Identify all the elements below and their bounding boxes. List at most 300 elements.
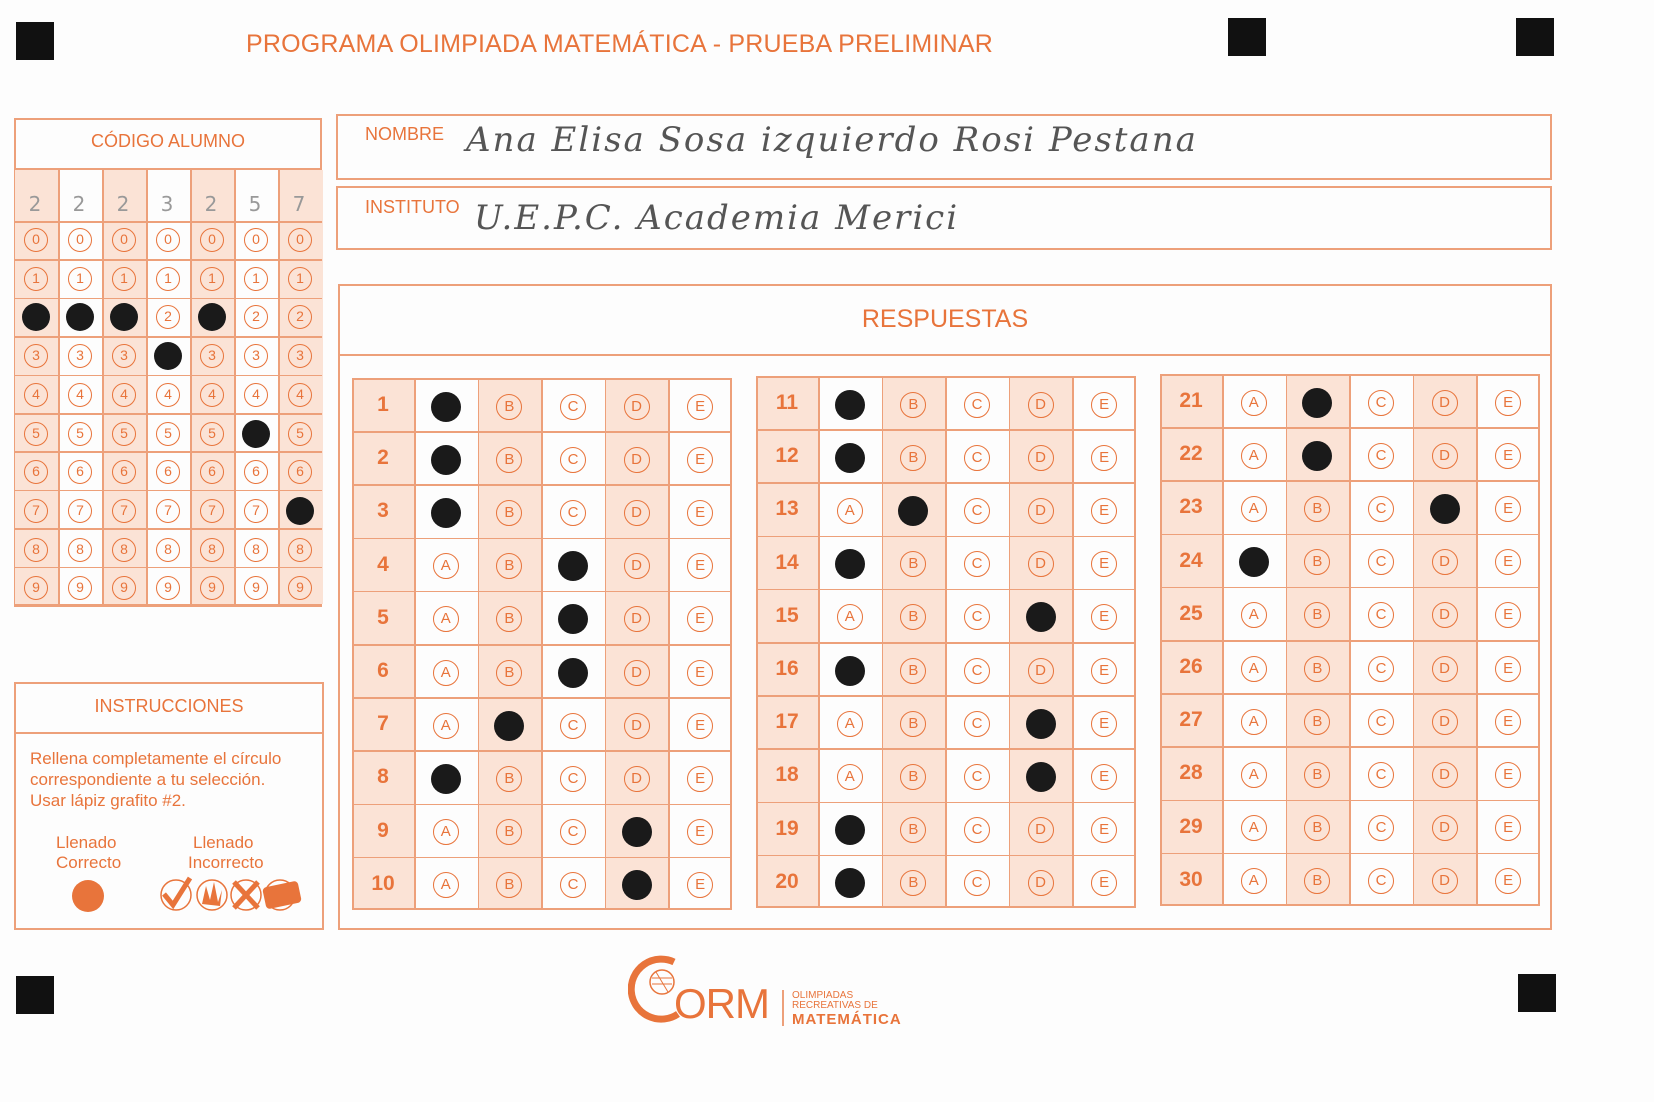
answer-4-option-d[interactable]: D [624,553,650,579]
answer-30-option-d[interactable]: D [1432,868,1458,894]
answer-7-option-b-filled[interactable] [494,711,524,741]
question-number: 10 [371,871,395,895]
incorrect-fill-examples [156,874,306,916]
answer-row-divider [756,429,1136,431]
answer-25-option-d[interactable]: D [1432,602,1458,628]
question-number: 4 [377,552,389,576]
answer-18-option-e[interactable]: E [1091,764,1117,790]
answer-row-divider [1160,534,1540,536]
code-bubble[interactable]: 0 [156,228,180,252]
answer-15-option-d-filled[interactable] [1026,602,1056,632]
logo-tag-2: RECREATIVAS DE [792,1000,878,1011]
correct-label-1: Llenado [56,833,117,852]
answer-row-divider [756,695,1136,697]
answer-21-option-d[interactable]: D [1432,390,1458,416]
instructions-text-2: correspondiente a tu selección. [30,770,266,789]
code-bubble[interactable]: 8 [24,538,48,562]
answer-14-option-a-filled[interactable] [835,549,865,579]
code-bubble[interactable]: 3 [288,344,312,368]
answer-20-option-a-filled[interactable] [835,868,865,898]
answer-3-option-a-filled[interactable] [431,498,461,528]
answer-10-option-d-filled[interactable] [622,870,652,900]
question-number: 25 [1179,601,1203,625]
question-number: 24 [1179,548,1203,572]
answer-29-option-a[interactable]: A [1241,815,1267,841]
code-bubble[interactable]: 6 [200,460,224,484]
code-bubble[interactable]: 4 [200,383,224,407]
answer-1-option-d[interactable]: D [624,394,650,420]
answer-10-option-a[interactable]: A [433,872,459,898]
question-number: 26 [1179,655,1203,678]
answer-20-option-d[interactable]: D [1028,870,1054,896]
answer-11-option-c[interactable]: C [964,392,990,418]
question-number: 12 [775,444,799,468]
answer-13-option-a[interactable]: A [837,498,863,524]
answer-12-option-c[interactable]: C [964,445,990,471]
answer-9-option-a[interactable]: A [433,819,459,845]
question-number: 14 [775,550,799,574]
question-number: 7 [377,712,389,736]
answer-4-option-c-filled[interactable] [558,551,588,581]
answer-26-option-c[interactable]: C [1368,656,1394,682]
code-bubble[interactable]: 3 [68,344,92,368]
code-bubble[interactable]: 5 [68,422,92,446]
code-bubble[interactable]: 9 [156,576,180,600]
answer-row-divider [756,589,1136,591]
question-number: 2 [377,446,389,470]
answer-12-option-e[interactable]: E [1091,445,1117,471]
answer-14-option-c[interactable]: C [964,551,990,577]
answer-1-option-e[interactable]: E [687,394,713,420]
question-number: 16 [775,657,799,680]
code-row-divider [14,451,322,453]
answer-29-option-c[interactable]: C [1368,815,1394,841]
cross-mark-icon [231,880,261,910]
answer-25-option-a[interactable]: A [1241,602,1267,628]
code-bubble[interactable]: 8 [244,538,268,562]
answer-5-option-d[interactable]: D [624,606,650,632]
answer-4-option-e[interactable]: E [687,553,713,579]
answer-26-option-d[interactable]: D [1432,656,1458,682]
instituto-label: INSTITUTO [365,197,460,217]
code-bubble[interactable]: 4 [24,383,48,407]
code-bubble[interactable]: 9 [244,576,268,600]
answer-21-option-a[interactable]: A [1241,390,1267,416]
answer-10-option-b[interactable]: B [496,872,522,898]
answer-row-divider [1160,800,1540,802]
answer-1-option-b[interactable]: B [496,394,522,420]
code-bubble[interactable]: 4 [112,383,136,407]
code-bubble[interactable]: 1 [156,267,180,291]
code-row-divider [14,259,322,261]
code-bubble[interactable]: 1 [68,267,92,291]
answer-row-divider [1160,640,1540,642]
answer-7-option-e[interactable]: E [687,713,713,739]
answer-17-option-d-filled[interactable] [1026,709,1056,739]
scribble-icon [197,880,227,910]
answer-8-option-e[interactable]: E [687,766,713,792]
answer-22-option-a[interactable]: A [1241,443,1267,469]
answer-16-option-b[interactable]: B [900,658,926,684]
answer-8-option-a-filled[interactable] [431,764,461,794]
code-bubble[interactable]: 8 [156,538,180,562]
answer-row-divider [756,802,1136,804]
code-bubble[interactable]: 7 [68,499,92,523]
incorrect-label-1: Llenado [193,833,254,852]
question-number: 27 [1179,708,1203,732]
answer-19-option-c[interactable]: C [964,817,990,843]
answer-14-option-b[interactable]: B [900,551,926,577]
answer-15-option-b[interactable]: B [900,604,926,630]
answer-19-option-e[interactable]: E [1091,817,1117,843]
code-bubble[interactable]: 2 [244,305,268,329]
code-header: CÓDIGO ALUMNO [90,131,246,151]
answer-29-option-d[interactable]: D [1432,815,1458,841]
answer-24-option-c[interactable]: C [1368,549,1394,575]
answer-row-divider [352,431,732,433]
instructions-text-1: Rellena completamente el círculo [30,749,282,768]
answer-24-option-a-filled[interactable] [1239,547,1269,577]
answer-5-option-b[interactable]: B [496,606,522,632]
code-bubble[interactable]: 0 [24,228,48,252]
code-bubble[interactable]: 0 [244,228,268,252]
answer-6-option-d[interactable]: D [624,660,650,686]
answer-row-divider [1160,587,1540,589]
answer-25-option-c[interactable]: C [1368,602,1394,628]
code-bubble-filled[interactable] [242,420,270,448]
answer-6-option-a[interactable]: A [433,660,459,686]
answer-21-option-b-filled[interactable] [1302,388,1332,418]
answer-1-option-c[interactable]: C [560,394,586,420]
answer-18-option-b[interactable]: B [900,764,926,790]
answer-18-option-c[interactable]: C [964,764,990,790]
answer-29-option-b[interactable]: B [1304,815,1330,841]
code-bubble[interactable]: 6 [288,460,312,484]
answer-29-option-e[interactable]: E [1495,815,1521,841]
answer-28-option-b[interactable]: B [1304,762,1330,788]
answer-8-option-c[interactable]: C [560,766,586,792]
answer-13-option-c[interactable]: C [964,498,990,524]
answer-21-option-e[interactable]: E [1495,390,1521,416]
registration-mark-bottom-left [16,976,54,1014]
answer-6-option-b[interactable]: B [496,660,522,686]
code-bubble[interactable]: 2 [156,305,180,329]
code-row-divider [14,375,322,377]
answer-14-option-e[interactable]: E [1091,551,1117,577]
code-bubble[interactable]: 7 [156,499,180,523]
code-bubble[interactable]: 5 [200,422,224,446]
code-bubble[interactable]: 1 [200,267,224,291]
answer-2-option-e[interactable]: E [687,447,713,473]
code-column-divider [278,170,280,604]
code-bubble[interactable]: 7 [244,499,268,523]
code-written-digit: 2 [116,192,130,216]
check-mark-icon [161,878,191,910]
code-row-divider [14,413,322,415]
nombre-label: NOMBRE [365,124,445,144]
answer-22-option-e[interactable]: E [1495,443,1521,469]
answer-23-option-e[interactable]: E [1495,496,1521,522]
question-number: 22 [1179,442,1203,466]
code-bubble-filled[interactable] [286,497,314,525]
code-bubble[interactable]: 7 [112,499,136,523]
answer-row-divider [756,536,1136,538]
answer-26-option-b[interactable]: B [1304,656,1330,682]
code-bubble[interactable]: 6 [156,460,180,484]
code-row-divider [14,605,322,607]
question-number: 9 [377,818,389,842]
answer-16-option-d[interactable]: D [1028,658,1054,684]
code-bubble[interactable]: 3 [200,344,224,368]
answer-6-option-c-filled[interactable] [558,658,588,688]
answer-10-option-e[interactable]: E [687,872,713,898]
answer-7-option-c[interactable]: C [560,713,586,739]
code-written-digit: 7 [292,192,306,216]
answer-18-option-a[interactable]: A [837,764,863,790]
answer-28-option-c[interactable]: C [1368,762,1394,788]
code-bubble[interactable]: 5 [156,422,180,446]
answer-5-option-e[interactable]: E [687,606,713,632]
code-bubble[interactable]: 0 [288,228,312,252]
answer-22-option-d[interactable]: D [1432,443,1458,469]
registration-mark-top-left [16,22,54,60]
answer-23-option-a[interactable]: A [1241,496,1267,522]
answer-15-option-e[interactable]: E [1091,604,1117,630]
answer-3-option-b[interactable]: B [496,500,522,526]
question-number: 8 [377,765,389,789]
answer-24-option-b[interactable]: B [1304,549,1330,575]
answer-2-option-c[interactable]: C [560,447,586,473]
code-bubble[interactable]: 4 [244,383,268,407]
code-row-divider [14,298,322,300]
answer-11-option-d[interactable]: D [1028,392,1054,418]
code-written-digit: 2 [28,192,42,216]
answer-25-option-b[interactable]: B [1304,602,1330,628]
answer-16-option-a-filled[interactable] [835,656,865,686]
answer-28-option-e[interactable]: E [1495,762,1521,788]
answer-30-option-a[interactable]: A [1241,868,1267,894]
instructions-text-3: Usar lápiz grafito #2. [30,791,186,810]
answer-23-option-c[interactable]: C [1368,496,1394,522]
code-row-divider [14,221,322,223]
answer-5-option-a[interactable]: A [433,606,459,632]
answer-4-option-a[interactable]: A [433,553,459,579]
answer-11-option-b[interactable]: B [900,392,926,418]
answer-9-option-d-filled[interactable] [622,817,652,847]
correct-fill-example [72,880,104,912]
answer-13-option-d[interactable]: D [1028,498,1054,524]
code-bubble[interactable]: 9 [112,576,136,600]
answer-26-option-e[interactable]: E [1495,656,1521,682]
answer-row-divider [352,591,732,593]
answer-9-option-b[interactable]: B [496,819,522,845]
answer-1-option-a-filled[interactable] [431,392,461,422]
answer-17-option-e[interactable]: E [1091,711,1117,737]
code-bubble[interactable]: 1 [112,267,136,291]
question-number: 1 [377,393,389,416]
answer-28-option-a[interactable]: A [1241,762,1267,788]
answer-24-option-e[interactable]: E [1495,549,1521,575]
answer-2-option-d[interactable]: D [624,447,650,473]
answer-21-option-c[interactable]: C [1368,390,1394,416]
answer-row-divider [1160,427,1540,429]
instructions-header: INSTRUCCIONES [94,696,244,716]
answer-10-option-c[interactable]: C [560,872,586,898]
code-bubble[interactable]: 4 [288,383,312,407]
answer-17-option-c[interactable]: C [964,711,990,737]
answer-27-option-c[interactable]: C [1368,709,1394,735]
registration-mark-top-right [1516,18,1554,56]
answer-9-option-c[interactable]: C [560,819,586,845]
code-row-divider [14,336,322,338]
answer-16-option-c[interactable]: C [964,658,990,684]
answer-22-option-b-filled[interactable] [1302,441,1332,471]
answer-8-option-d[interactable]: D [624,766,650,792]
code-bubble[interactable]: 9 [288,576,312,600]
code-bubble[interactable]: 6 [244,460,268,484]
answer-3-option-e[interactable]: E [687,500,713,526]
code-bubble[interactable]: 4 [156,383,180,407]
instituto-value[interactable]: U.E.P.C. Academia Merici [474,198,960,238]
answer-19-option-b[interactable]: B [900,817,926,843]
answer-27-option-d[interactable]: D [1432,709,1458,735]
code-bubble[interactable]: 0 [112,228,136,252]
answer-30-option-b[interactable]: B [1304,868,1330,894]
code-bubble[interactable]: 1 [244,267,268,291]
question-number: 29 [1179,814,1203,838]
code-bubble[interactable]: 3 [112,344,136,368]
code-bubble[interactable]: 1 [288,267,312,291]
answer-12-option-a-filled[interactable] [835,443,865,473]
question-number: 3 [377,499,389,523]
answer-25-option-e[interactable]: E [1495,602,1521,628]
answer-row-divider [1160,746,1540,748]
answer-6-option-e[interactable]: E [687,660,713,686]
code-column-divider [102,170,104,604]
answer-row-divider [756,482,1136,484]
code-bubble[interactable]: 9 [200,576,224,600]
answer-12-option-b[interactable]: B [900,445,926,471]
code-bubble[interactable]: 8 [200,538,224,562]
answer-17-option-b[interactable]: B [900,711,926,737]
code-bubble[interactable]: 7 [24,499,48,523]
code-bubble-filled[interactable] [154,342,182,370]
answer-11-option-a-filled[interactable] [835,390,865,420]
answer-4-option-b[interactable]: B [496,553,522,579]
answer-3-option-c[interactable]: C [560,500,586,526]
answer-7-option-d[interactable]: D [624,713,650,739]
code-bubble[interactable]: 9 [68,576,92,600]
code-bubble[interactable]: 8 [288,538,312,562]
code-row-divider [14,490,322,492]
correct-label-2: Correcto [56,853,122,872]
answer-7-option-a[interactable]: A [433,713,459,739]
code-bubble[interactable]: 9 [24,576,48,600]
code-bubble[interactable]: 6 [112,460,136,484]
answer-8-option-b[interactable]: B [496,766,522,792]
answer-15-option-c[interactable]: C [964,604,990,630]
answer-30-option-e[interactable]: E [1495,868,1521,894]
code-row-divider [14,567,322,569]
answer-2-option-b[interactable]: B [496,447,522,473]
answer-2-option-a-filled[interactable] [431,445,461,475]
answer-16-option-e[interactable]: E [1091,658,1117,684]
code-written-digit: 2 [72,192,86,216]
code-bubble[interactable]: 6 [68,460,92,484]
answer-row-divider [756,642,1136,644]
code-bubble[interactable]: 0 [68,228,92,252]
answer-17-option-a[interactable]: A [837,711,863,737]
answer-20-option-c[interactable]: C [964,870,990,896]
code-bubble[interactable]: 5 [112,422,136,446]
answer-30-option-c[interactable]: C [1368,868,1394,894]
code-column-divider [58,170,60,604]
answer-27-option-b[interactable]: B [1304,709,1330,735]
code-bubble[interactable]: 8 [112,538,136,562]
answer-24-option-d[interactable]: D [1432,549,1458,575]
code-written-digit: 3 [160,192,174,216]
code-bubble[interactable]: 3 [244,344,268,368]
answer-19-option-a-filled[interactable] [835,815,865,845]
answer-9-option-e[interactable]: E [687,819,713,845]
answer-27-option-a[interactable]: A [1241,709,1267,735]
answer-23-option-b[interactable]: B [1304,496,1330,522]
answer-28-option-d[interactable]: D [1432,762,1458,788]
nombre-value[interactable]: Ana Elisa Sosa izquierdo Rosi Pestana [466,120,1198,160]
answer-20-option-b[interactable]: B [900,870,926,896]
code-bubble[interactable]: 5 [24,422,48,446]
answer-row-divider [1160,693,1540,695]
question-number: 13 [775,497,799,521]
answer-23-option-d-filled[interactable] [1430,494,1460,524]
answer-row-divider [352,538,732,540]
answer-13-option-e[interactable]: E [1091,498,1117,524]
answer-row-divider [1160,480,1540,482]
answer-18-option-d-filled[interactable] [1026,762,1056,792]
respuestas-header: RESPUESTAS [861,305,1029,333]
answer-row-divider [352,484,732,486]
question-number: 15 [775,603,799,627]
answer-22-option-c[interactable]: C [1368,443,1394,469]
code-bubble[interactable]: 1 [24,267,48,291]
answer-19-option-d[interactable]: D [1028,817,1054,843]
code-written-digit: 5 [248,192,262,216]
answer-11-option-e[interactable]: E [1091,392,1117,418]
answer-26-option-a[interactable]: A [1241,656,1267,682]
answer-12-option-d[interactable]: D [1028,445,1054,471]
answer-14-option-d[interactable]: D [1028,551,1054,577]
code-column-divider [146,170,148,604]
answer-15-option-a[interactable]: A [837,604,863,630]
code-bubble[interactable]: 8 [68,538,92,562]
code-bubble[interactable]: 3 [24,344,48,368]
code-bubble[interactable]: 6 [24,460,48,484]
incorrect-label-2: Incorrecto [188,853,264,872]
code-bubble[interactable]: 0 [200,228,224,252]
code-bubble[interactable]: 5 [288,422,312,446]
answer-3-option-d[interactable]: D [624,500,650,526]
code-bubble[interactable]: 4 [68,383,92,407]
question-number: 6 [377,659,389,682]
code-bubble[interactable]: 7 [200,499,224,523]
code-written-digit: 2 [204,192,218,216]
answer-27-option-e[interactable]: E [1495,709,1521,735]
question-number: 5 [377,605,389,629]
answer-row-divider [756,748,1136,750]
code-row-divider [14,528,322,530]
answer-20-option-e[interactable]: E [1091,870,1117,896]
code-bubble[interactable]: 2 [288,305,312,329]
